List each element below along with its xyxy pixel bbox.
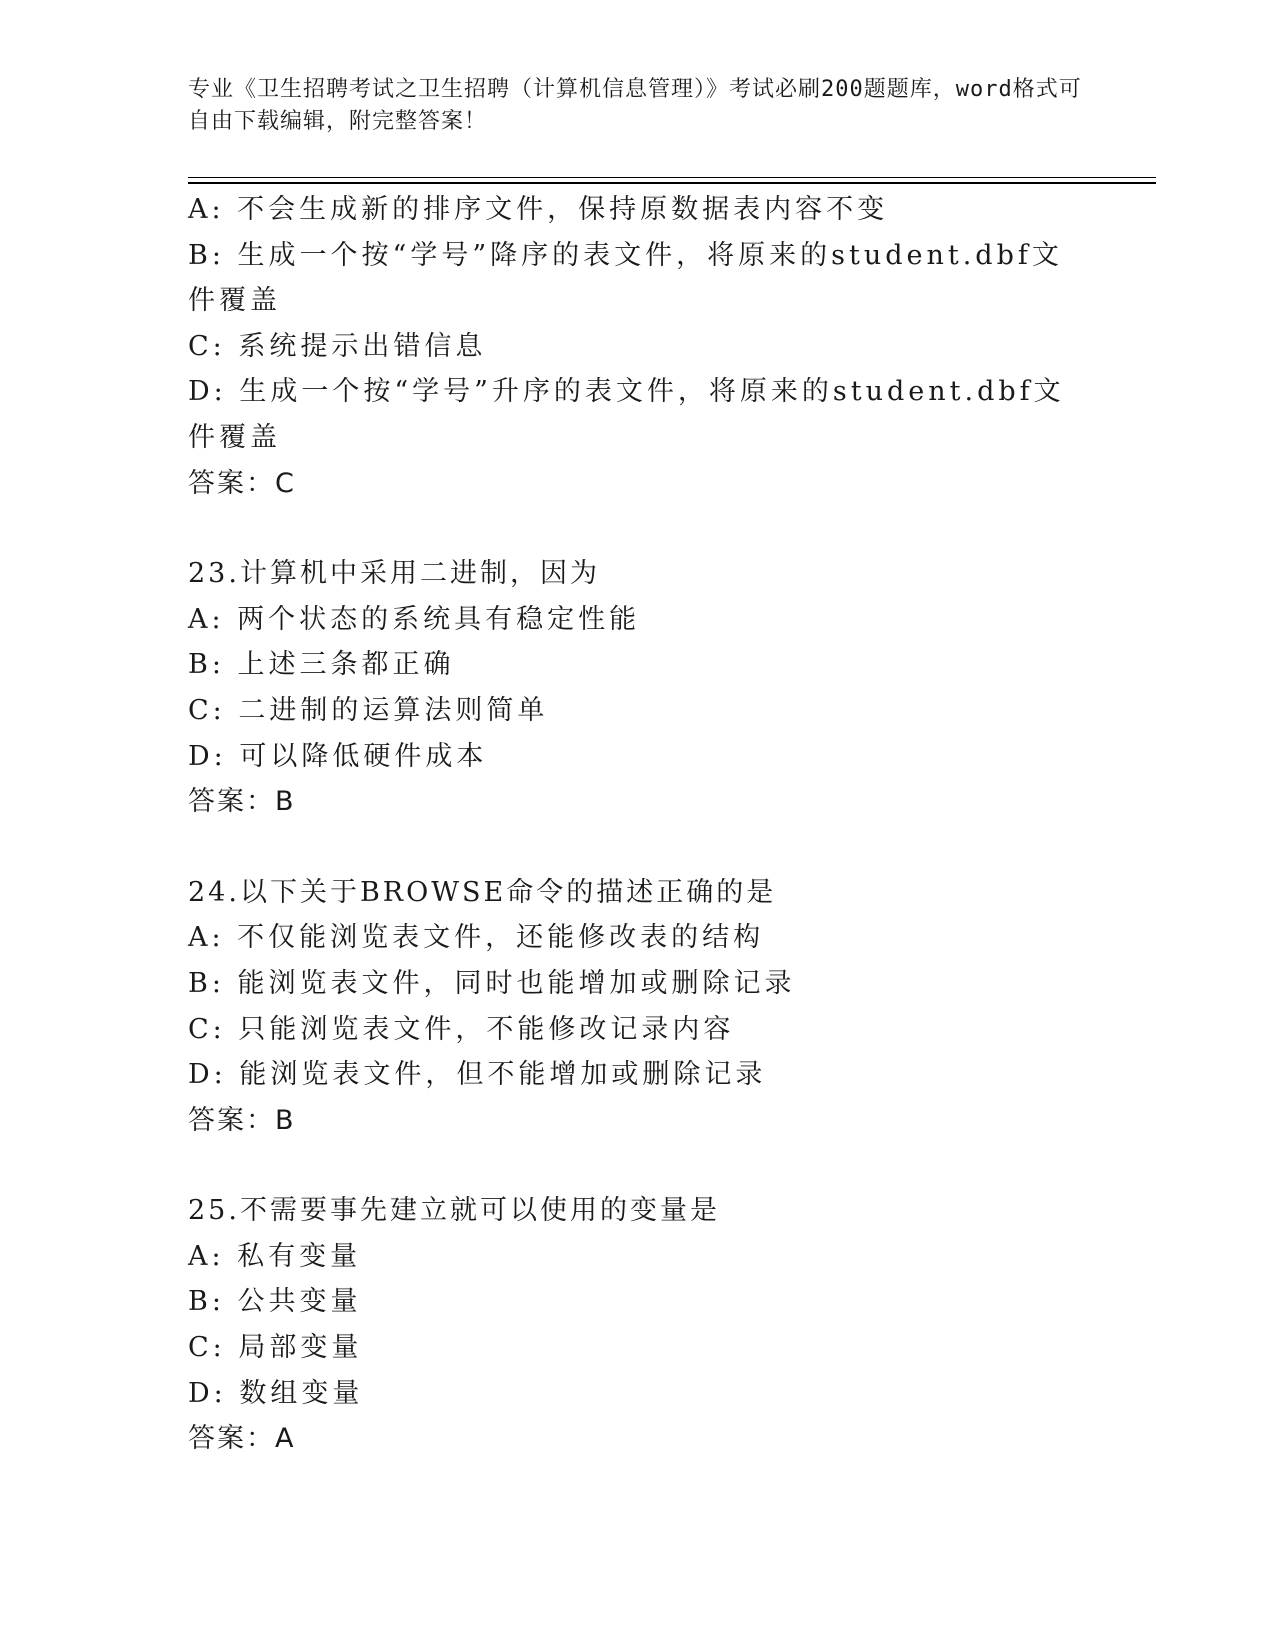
question-title: 23.计算机中采用二进制，因为 bbox=[188, 558, 600, 590]
document-page bbox=[188, 0, 1156, 1650]
option-a: A: 不会生成新的排序文件，保持原数据表内容不变 bbox=[188, 194, 889, 225]
option-b: B: 上述三条都正确 bbox=[188, 649, 455, 681]
header-divider bbox=[188, 177, 1156, 184]
option-b: B: 公共变量 bbox=[188, 1286, 362, 1318]
option-d: D: 数组变量 bbox=[188, 1377, 364, 1409]
document-body bbox=[188, 187, 1088, 1462]
option-a: A: 私有变量 bbox=[188, 1240, 362, 1272]
spacer bbox=[188, 825, 1088, 870]
option-a: A: 两个状态的系统具有稳定性能 bbox=[188, 603, 641, 635]
option-c: C: 二进制的运算法则简单 bbox=[188, 694, 549, 726]
option-b: B: 能浏览表文件，同时也能增加或删除记录 bbox=[188, 967, 796, 999]
answer-line: 答案：B bbox=[188, 786, 296, 818]
document-header: 专业《卫生招聘考试之卫生招聘（计算机信息管理）》考试必刷200题题库，word格式可自由下载编辑，附完整答案！ bbox=[188, 77, 1082, 134]
option-d: D: 可以降低硬件成本 bbox=[188, 740, 488, 772]
question-block-24 bbox=[188, 870, 1088, 1144]
question-title: 24.以下关于BROWSE命令的描述正确的是 bbox=[188, 876, 777, 908]
option-c: C: 系统提示出错信息 bbox=[188, 330, 487, 362]
spacer bbox=[188, 1143, 1088, 1188]
spacer bbox=[188, 506, 1088, 551]
option-a: A: 不仅能浏览表文件，还能修改表的结构 bbox=[188, 922, 765, 954]
question-block-prev bbox=[188, 187, 1088, 506]
option-c: C: 局部变量 bbox=[188, 1332, 363, 1364]
answer-line: 答案：A bbox=[188, 1423, 296, 1455]
question-block-23 bbox=[188, 551, 1088, 825]
answer-line: 答案：C bbox=[188, 467, 296, 499]
option-d: D: 能浏览表文件，但不能增加或删除记录 bbox=[188, 1059, 767, 1091]
question-block-25 bbox=[188, 1188, 1088, 1462]
question-title: 25.不需要事先建立就可以使用的变量是 bbox=[188, 1195, 720, 1227]
option-b: B: 生成一个按“学号”降序的表文件，将原来的student.dbf文件覆盖 bbox=[188, 239, 1063, 317]
option-c: C: 只能浏览表文件，不能修改记录内容 bbox=[188, 1013, 735, 1045]
option-d: D: 生成一个按“学号”升序的表文件，将原来的student.dbf文件覆盖 bbox=[188, 376, 1065, 453]
answer-line: 答案：B bbox=[188, 1104, 296, 1136]
